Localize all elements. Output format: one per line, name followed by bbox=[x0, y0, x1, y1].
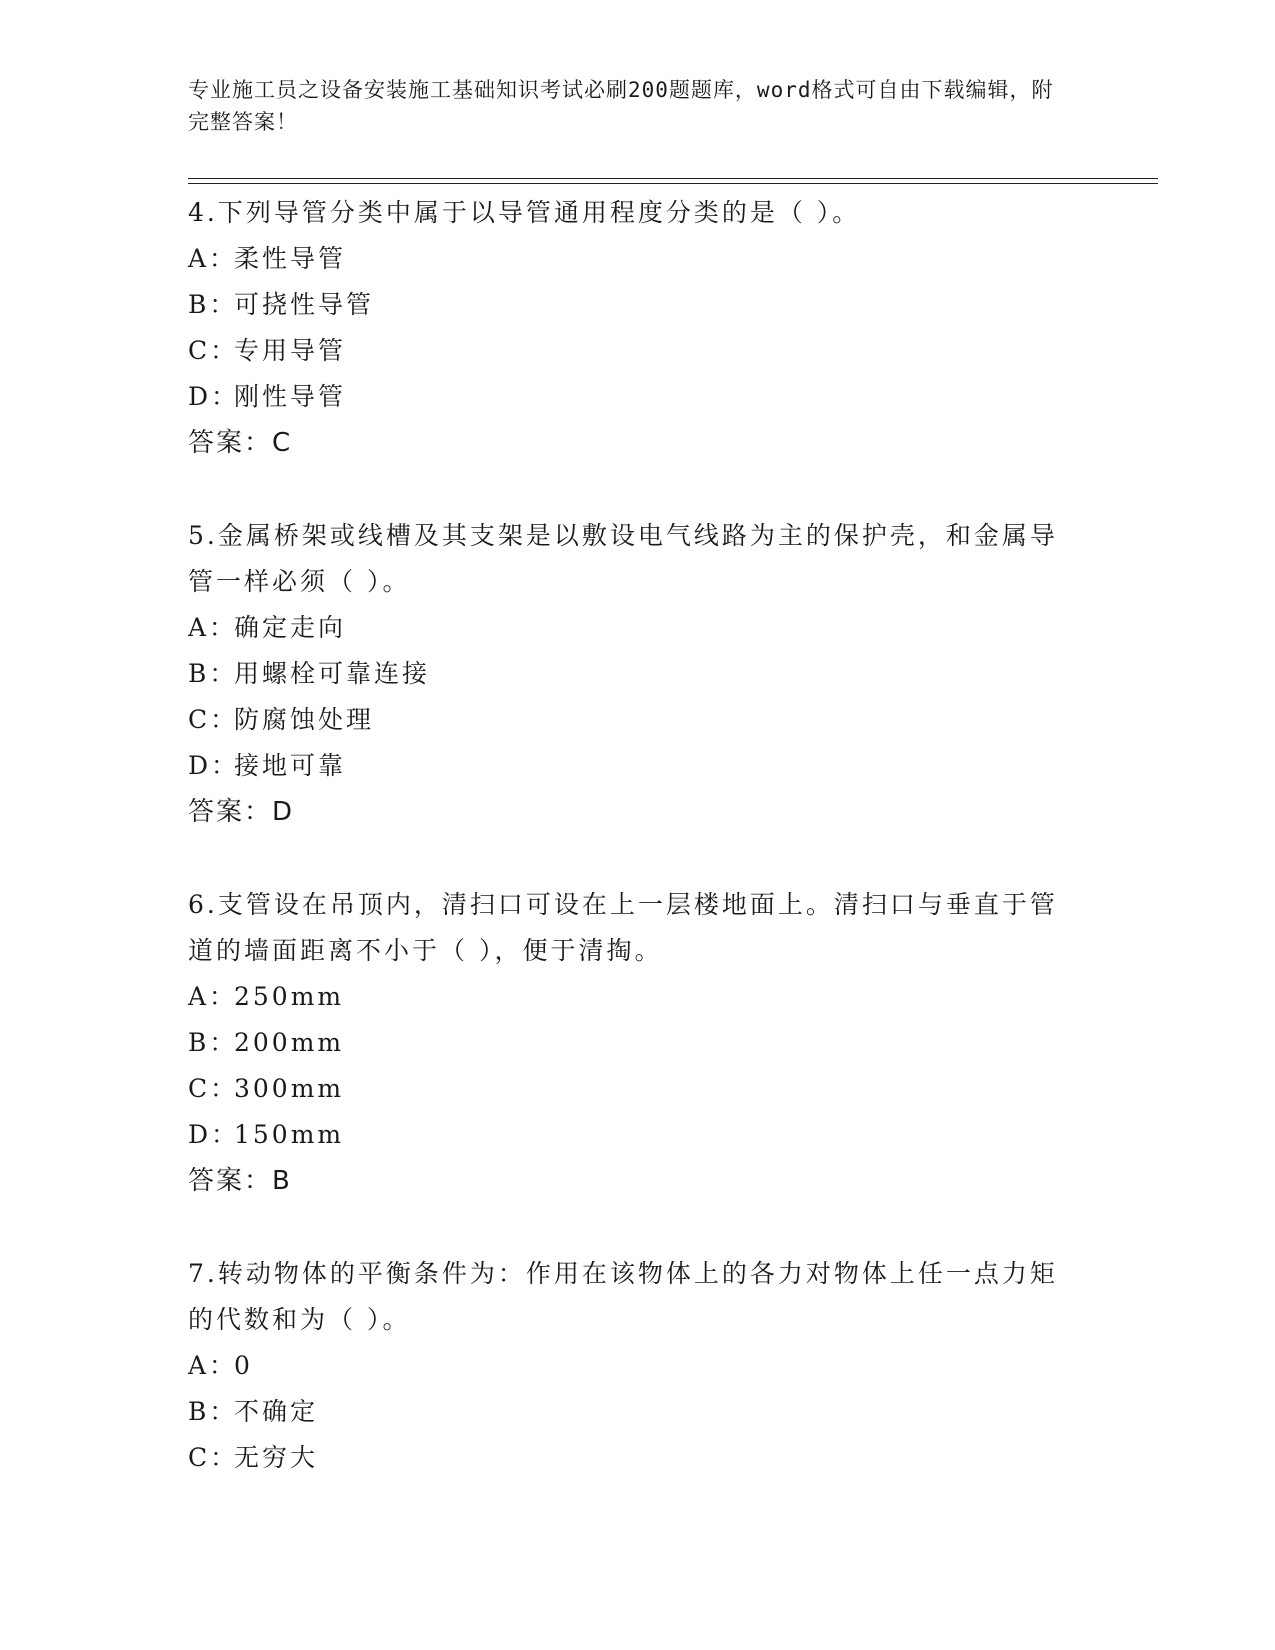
option-d bbox=[188, 743, 1068, 789]
option-c bbox=[188, 328, 1068, 374]
question-list bbox=[188, 188, 1068, 1481]
option-key: A： bbox=[188, 244, 238, 273]
option-text: 300mm bbox=[234, 1074, 345, 1103]
option-text: 柔性导管 bbox=[234, 244, 347, 273]
option-b bbox=[188, 1389, 1068, 1435]
question-7 bbox=[188, 1249, 1068, 1481]
option-key: B： bbox=[188, 290, 238, 319]
question-text: 4.下列导管分类中属于以导管通用程度分类的是（ ）。 bbox=[188, 198, 861, 227]
answer-line: 答案：B bbox=[188, 1166, 292, 1196]
option-d bbox=[188, 1112, 1068, 1158]
option-key: A： bbox=[188, 982, 238, 1011]
question-text: 6.支管设在吊顶内，清扫口可设在上一层楼地面上。清扫口与垂直于管道的墙面距离不小于（ ），便于清掏。 bbox=[188, 890, 1058, 965]
answer-line: 答案：C bbox=[188, 428, 293, 458]
option-a bbox=[188, 1343, 1068, 1389]
option-c bbox=[188, 1066, 1068, 1112]
option-b bbox=[188, 1020, 1068, 1066]
option-text: 150mm bbox=[234, 1120, 345, 1149]
question-text: 7.转动物体的平衡条件为：作用在该物体上的各力对物体上任一点力矩的代数和为（ ）。 bbox=[188, 1259, 1058, 1334]
option-a bbox=[188, 236, 1068, 282]
option-text: 无穷大 bbox=[234, 1443, 319, 1472]
option-text: 0 bbox=[234, 1351, 253, 1380]
option-c bbox=[188, 1435, 1068, 1481]
option-key: D： bbox=[188, 1120, 240, 1149]
option-key: B： bbox=[188, 1028, 238, 1057]
option-text: 不确定 bbox=[234, 1397, 319, 1426]
option-key: A： bbox=[188, 1351, 238, 1380]
option-text: 刚性导管 bbox=[234, 382, 347, 411]
option-b bbox=[188, 651, 1068, 697]
question-6 bbox=[188, 880, 1068, 1204]
header-rule-top bbox=[188, 178, 1158, 179]
option-text: 可挠性导管 bbox=[234, 290, 375, 319]
option-text: 接地可靠 bbox=[234, 751, 347, 780]
question-gap bbox=[188, 1204, 1068, 1249]
question-gap bbox=[188, 466, 1068, 511]
option-key: D： bbox=[188, 751, 240, 780]
question-text: 5.金属桥架或线槽及其支架是以敷设电气线路为主的保护壳，和金属导管一样必须（ ）。 bbox=[188, 521, 1058, 596]
option-key: B： bbox=[188, 1397, 238, 1426]
option-a bbox=[188, 974, 1068, 1020]
answer-line: 答案：D bbox=[188, 797, 295, 827]
question-gap bbox=[188, 835, 1068, 880]
option-key: C： bbox=[188, 1443, 239, 1472]
option-key: C： bbox=[188, 1074, 239, 1103]
header-rule-bottom bbox=[188, 183, 1158, 184]
option-d bbox=[188, 374, 1068, 420]
option-c bbox=[188, 697, 1068, 743]
option-text: 确定走向 bbox=[234, 613, 347, 642]
question-4 bbox=[188, 188, 1068, 466]
document-header: 专业施工员之设备安装施工基础知识考试必刷200题题库，word格式可自由下载编辑，附完整答案！ bbox=[188, 78, 1054, 134]
option-key: D： bbox=[188, 382, 240, 411]
option-text: 200mm bbox=[234, 1028, 345, 1057]
option-b bbox=[188, 282, 1068, 328]
option-a bbox=[188, 605, 1068, 651]
option-text: 用螺栓可靠连接 bbox=[234, 659, 431, 688]
option-text: 250mm bbox=[234, 982, 345, 1011]
option-key: C： bbox=[188, 336, 239, 365]
option-text: 防腐蚀处理 bbox=[234, 705, 375, 734]
option-text: 专用导管 bbox=[234, 336, 347, 365]
option-key: C： bbox=[188, 705, 239, 734]
option-key: B： bbox=[188, 659, 238, 688]
option-key: A： bbox=[188, 613, 238, 642]
question-5 bbox=[188, 511, 1068, 835]
